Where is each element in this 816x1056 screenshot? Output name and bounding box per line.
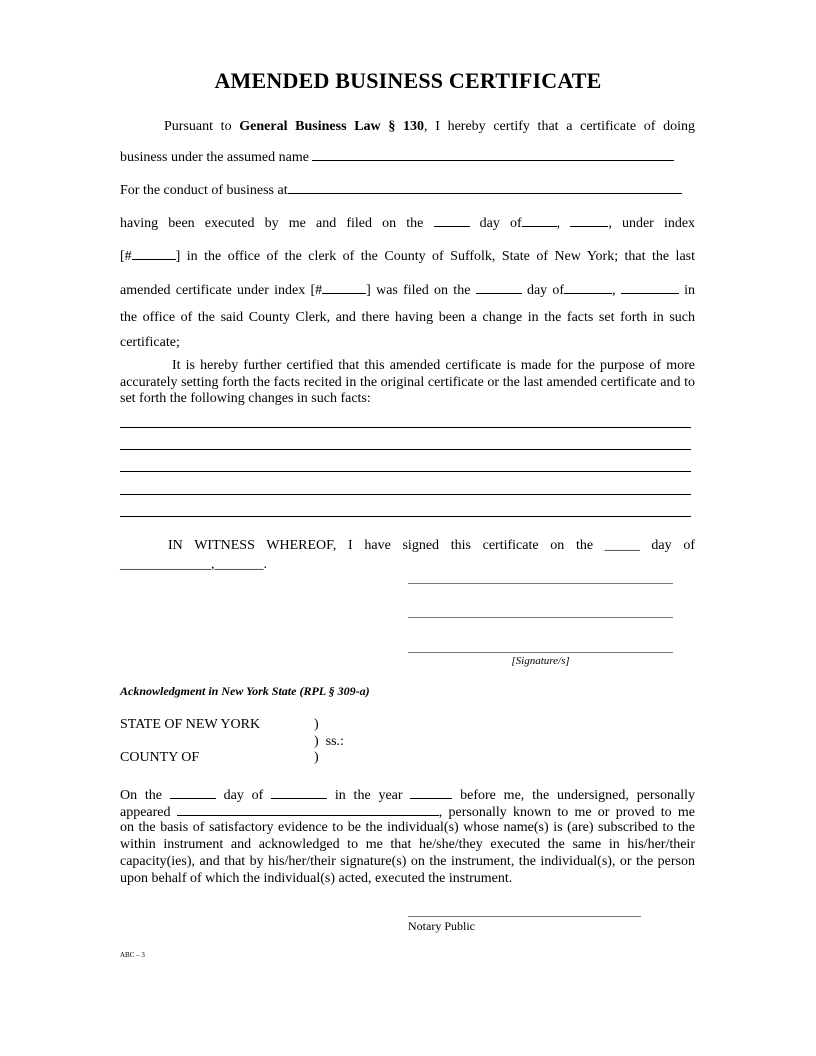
index-text: ] in the office of the clerk of the County of Suffolk, State of New York; that the last [175, 249, 695, 264]
signature-line-1[interactable] [408, 583, 673, 584]
filing-text: having been executed by me and filed on the [120, 216, 424, 231]
witness-day-blank[interactable]: _____ [604, 538, 640, 553]
venue-paren-top: ) [314, 717, 319, 732]
state-label: STATE OF NEW YORK [120, 717, 261, 732]
filing-day-of: day of [479, 216, 522, 231]
filing-index-text: , under index [608, 216, 696, 231]
ack-month-blank[interactable] [271, 785, 327, 799]
ack-year-blank[interactable] [410, 785, 452, 799]
ack-body: on the basis of satisfactory evidence to be the individual(s) whose name(s) is (are) subscribed to the within instrument and acknowledged to me that he/she/they executed the same in his/her/their capacity(ies), and that by his/her/their signature(s) on the instrument, the individual(s), or the person upon behalf of which the individual(s) acted, executed the instrument. [120, 820, 695, 886]
ack-before-me: before me, the undersigned, personally [460, 788, 696, 803]
index-bracket: [# [120, 249, 132, 264]
index-line [120, 246, 695, 265]
acknowledgment-heading: Acknowledgment in New York State (RPL § 309-a) [120, 684, 370, 698]
signature-label: [Signature/s] [511, 655, 570, 667]
last-day-of: day of [526, 283, 565, 298]
filing-month-blank[interactable] [522, 213, 557, 227]
last-year-blank[interactable] [621, 280, 679, 294]
law-reference: General Business Law § 130 [239, 119, 425, 134]
assumed-name-line [120, 147, 695, 166]
filing-line [120, 213, 695, 232]
intro-line-1 [120, 118, 695, 135]
ack-name-blank[interactable] [177, 802, 439, 816]
witness-line [120, 537, 695, 554]
change-line-1[interactable] [120, 427, 691, 428]
ss-label: ) ss.: [314, 734, 344, 749]
ack-day-of: day of [223, 788, 264, 803]
last-amended-line [120, 280, 695, 299]
change-line-4[interactable] [120, 494, 691, 495]
business-address-line [120, 180, 695, 199]
change-line-2[interactable] [120, 449, 691, 450]
ack-in-year: in the year [334, 788, 403, 803]
business-address-label: For the conduct of business at [120, 183, 288, 198]
certificate-end-line: certificate; [120, 335, 180, 350]
index-number-blank[interactable] [132, 246, 176, 260]
footer-code: ABC – 3 [120, 951, 145, 959]
document-title: AMENDED BUSINESS CERTIFICATE [214, 68, 602, 93]
clerk-line: the office of the said County Clerk, and there having been a change in the facts set forth in such [120, 310, 695, 325]
witness-date-blank[interactable]: _____________,_______. [120, 557, 267, 572]
ack-known-text: , personally known to me or proved to me [438, 805, 696, 820]
last-amended-text: amended certificate under index [# [120, 283, 323, 298]
ack-appeared: appeared [120, 805, 171, 820]
further-certified-paragraph: It is hereby further certified that this amended certificate is made for the purpose of more accurately setting forth the facts recited in the original certificate or the last amended certificate and to set forth the following changes in such facts: [120, 358, 695, 406]
assumed-name-blank[interactable] [312, 147, 674, 161]
business-address-blank[interactable] [288, 180, 682, 194]
filing-day-blank[interactable] [434, 213, 470, 227]
filing-year-blank[interactable] [570, 213, 608, 227]
intro-text: Pursuant to [164, 119, 232, 134]
intro-text-cont: , I hereby certify that a certificate of doing [424, 119, 696, 134]
venue-paren-bottom: ) [314, 750, 319, 765]
change-line-5[interactable] [120, 516, 691, 517]
last-index-blank[interactable] [322, 280, 366, 294]
last-in: in [684, 283, 696, 298]
witness-text: IN WITNESS WHEREOF, I have signed this certificate on the [168, 538, 594, 553]
last-day-blank[interactable] [476, 280, 522, 294]
signature-line-3[interactable] [408, 652, 673, 653]
county-label: COUNTY OF [120, 750, 200, 765]
filing-comma: , [556, 216, 561, 231]
notary-signature-line[interactable] [408, 916, 641, 917]
notary-label: Notary Public [408, 919, 475, 933]
change-line-3[interactable] [120, 471, 691, 472]
assumed-name-label: business under the assumed name [120, 150, 309, 165]
last-filed-text: ] was filed on the [366, 283, 471, 298]
last-month-blank[interactable] [564, 280, 612, 294]
witness-day-of: day of [651, 538, 695, 553]
signature-line-2[interactable] [408, 617, 673, 618]
ack-day-blank[interactable] [170, 785, 216, 799]
ack-on-the: On the [120, 788, 163, 803]
last-comma: , [612, 283, 616, 298]
